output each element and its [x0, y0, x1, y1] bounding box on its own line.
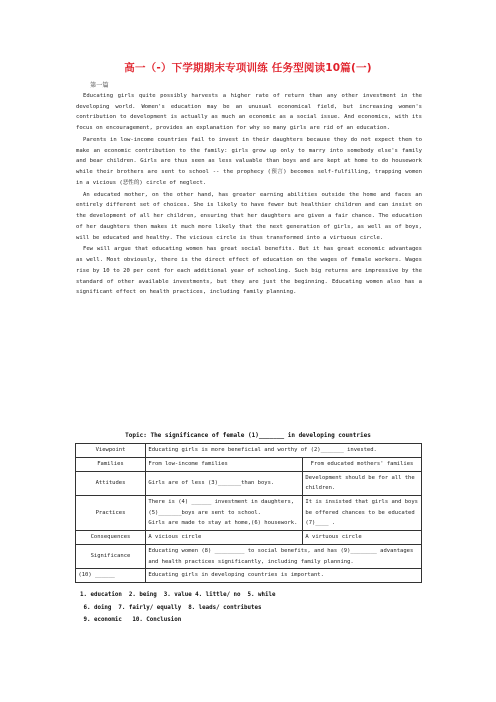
attitudes-low-income: Girls are of less (3)_______than boys.	[146, 471, 303, 495]
row-label-10: (10) ______	[76, 569, 146, 583]
table-row	[76, 531, 422, 545]
paragraph-2: Parents in low-income countries fail to invest in their daughters because they do not expect them to make an economic contribution to the family: girls grow up only to marry into somebody else's family and bear children. Girls are thus seen as less valuable than boys and are kept at home to do housework while their brothers are sent to school -- the prophecy (预言) becomes self-fulfilling, trapping women in a vicious (恶性的) circle of neglect.	[76, 137, 422, 186]
significance-text: Educating women (8) _________ to social benefits, and has (9)________ advantages and health practices significantly, including family planning.	[146, 544, 422, 568]
document-title: 高一（-）下学期期末专项训练 任务型阅读10篇(一)	[124, 62, 372, 74]
table-topic: Topic: The significance of female (1)_______ in developing countries	[125, 432, 371, 439]
paragraph-1: Educating girls quite possibly harvests a higher rate of return than any other investment in the developing world. Women's education may be an unusual economical field, but increasing women's contribution to development is actually as much an economic as a social issue. And economics, with its focus on encouragement, provides an explanation for why so many girls are rid of an education.	[76, 93, 422, 132]
summary-table	[75, 443, 422, 583]
consequences-educated: A virtuous circle	[303, 531, 422, 545]
families-low-income: From low-income families	[146, 457, 303, 471]
row-label-practices: Practices	[76, 496, 146, 531]
row-label-significance: Significance	[76, 544, 146, 568]
practices-low-line-1: There is (4) ______ investment in daughters, (5)_______boys are sent to school.	[148, 499, 295, 516]
practices-low-line-2: Girls are made to stay at home,(6) housework.	[148, 520, 298, 527]
paragraph-3: An educated mother, on the other hand, has greater earning abilities outside the home and faces an entirely different set of choices. She is likely to have fewer but healthier children and can insist on the development of all her children, ensuring that her daughters are given a fair chance. The education of her daughters then makes it much more likely that the next generation of girls, as well as of boys, will be educated and healthy. The vicious circle is thus transformed into a virtuous circle.	[76, 191, 422, 241]
row-10-text: Educating girls in developing countries is important.	[146, 569, 422, 583]
answer-line-2: 6. doing 7. fairly/ equally 8. leads/ contributes	[80, 604, 262, 611]
consequences-low-income: A vicious circle	[146, 531, 303, 545]
attitudes-educated: Development should be for all the children.	[303, 471, 422, 495]
answer-line-1: 1. education 2. being 3. value 4. little/ no 5. while	[80, 592, 276, 598]
row-label-attitudes: Attitudes	[76, 471, 146, 495]
row-label-viewpoint: Viewpoint	[76, 444, 146, 458]
section-label: 第一篇	[90, 82, 109, 89]
practices-educated: It is insisted that girls and boys be offered chances to be educated (7)____ .	[303, 496, 422, 531]
practices-low-income	[146, 496, 303, 531]
table-row	[76, 444, 422, 458]
table-row	[76, 569, 422, 583]
answer-key	[80, 589, 275, 627]
row-label-families: Families	[76, 457, 146, 471]
table-row	[76, 471, 422, 495]
viewpoint-text: Educating girls is more beneficial and worthy of (2)_______ invested.	[146, 444, 422, 458]
answer-line-3: 9. economic 10. Conclusion	[80, 617, 182, 623]
table-row	[76, 457, 422, 471]
passage-body	[76, 91, 422, 299]
row-label-consequences: Consequences	[76, 531, 146, 545]
table-row	[76, 544, 422, 568]
table-row	[76, 496, 422, 531]
paragraph-4: Few will argue that educating women has great social benefits. But it has great economic advantages as well. Most obviously, there is the direct effect of education on the wages of female workers. Wages rise by 10 to 20 per cent for each additional year of schooling. Such big returns are impressive by the standard of other available investments, but they are just the beginning. Educating women also has a significant effect on health practices, including family planning.	[76, 246, 422, 296]
families-educated: From educated mothers' families	[303, 457, 422, 471]
